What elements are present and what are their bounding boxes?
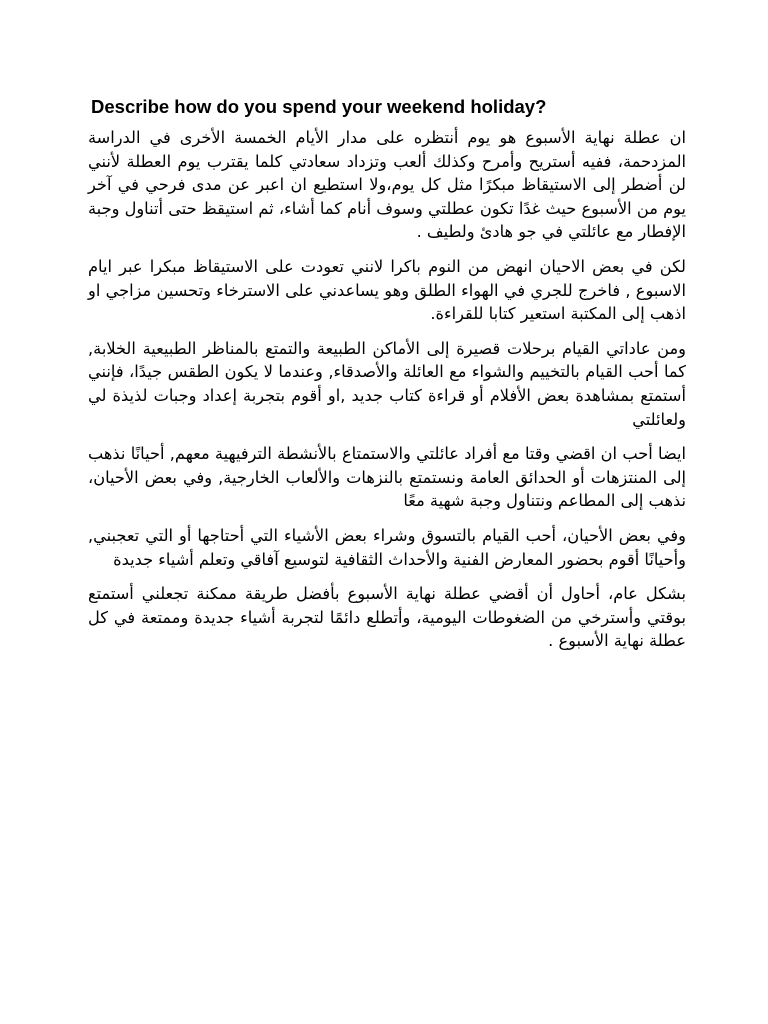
paragraph-1: ان عطلة نهاية الأسبوع هو يوم أنتظره على مدار الأيام الخمسة الأخرى في الدراسة المزدحمة، ففيه أستريح وأمرح وكذلك ألعب وتزداد سعادتي كلما يقترب يوم العطلة لأنني لن أضطر إلى الاستيقاظ مبكرًا مثل كل يوم،ولا استطيع ان اعبر عن مدى فرحي في آخر يوم من الأسبوع حيث غدًا تكون عطلتي وسوف أنام كما أشاء، ثم استيقظ حتى أتناول وجبة الإفطار مع عائلتي في جو هادئ ولطيف . <box>88 128 686 242</box>
document-body <box>88 126 686 664</box>
paragraph-5: وفي بعض الأحيان، أحب القيام بالتسوق وشراء بعض الأشياء التي أحتاجها أو التي تعجبني, وأحيانًا أقوم بحضور المعارض الفنية والأحداث الثقافية لتوسيع آفاقي وتعلم أشياء جديدة <box>88 525 686 569</box>
document-title: Describe how do you spend your weekend holiday? <box>91 96 547 117</box>
paragraph-3: ومن عاداتي القيام برحلات قصيرة إلى الأماكن الطبيعة والتمتع بالمناظر الطبيعية الخلابة, كما أحب القيام بالتخييم والشواء مع العائلة والأصدقاء, وعندما لا يكون الطقس جيدًا، فإنني أستمتع بمشاهدة بعض الأفلام أو قراءة كتاب جديد ,او أقوم بتجربة إعداد وجبات لذيذة لي ولعائلتي <box>88 338 686 429</box>
paragraph-6: بشكل عام، أحاول أن أقضي عطلة نهاية الأسبوع بأفضل طريقة ممكنة تجعلني أستمتع بوقتي وأسترخي من الضغوطات اليومية، وأتطلع دائمًا لتجربة أشياء جديدة وممتعة في كل عطلة نهاية الأسبوع . <box>88 584 686 651</box>
paragraph-4: ايضا أحب ان اقضي وقتا مع أفراد عائلتي والاستمتاع بالأنشطة الترفيهية معهم, أحيانًا نذهب إلى المنتزهات أو الحدائق العامة ونستمتع بالنزهات والألعاب الخارجية, وفي بعض الأحيان، نذهب إلى المطاعم ونتناول وجبة شهية معًا <box>88 444 686 511</box>
paragraph-2: لكن في بعض الاحيان انهض من النوم باكرا لانني تعودت على الاستيقاظ مبكرا عبر ايام الاسبوع , فاخرج للجري في الهواء الطلق وهو يساعدني على الاسترخاء وتحسين مزاجي او اذهب إلى المكتبة استعير كتابا للقراءة. <box>88 256 686 324</box>
